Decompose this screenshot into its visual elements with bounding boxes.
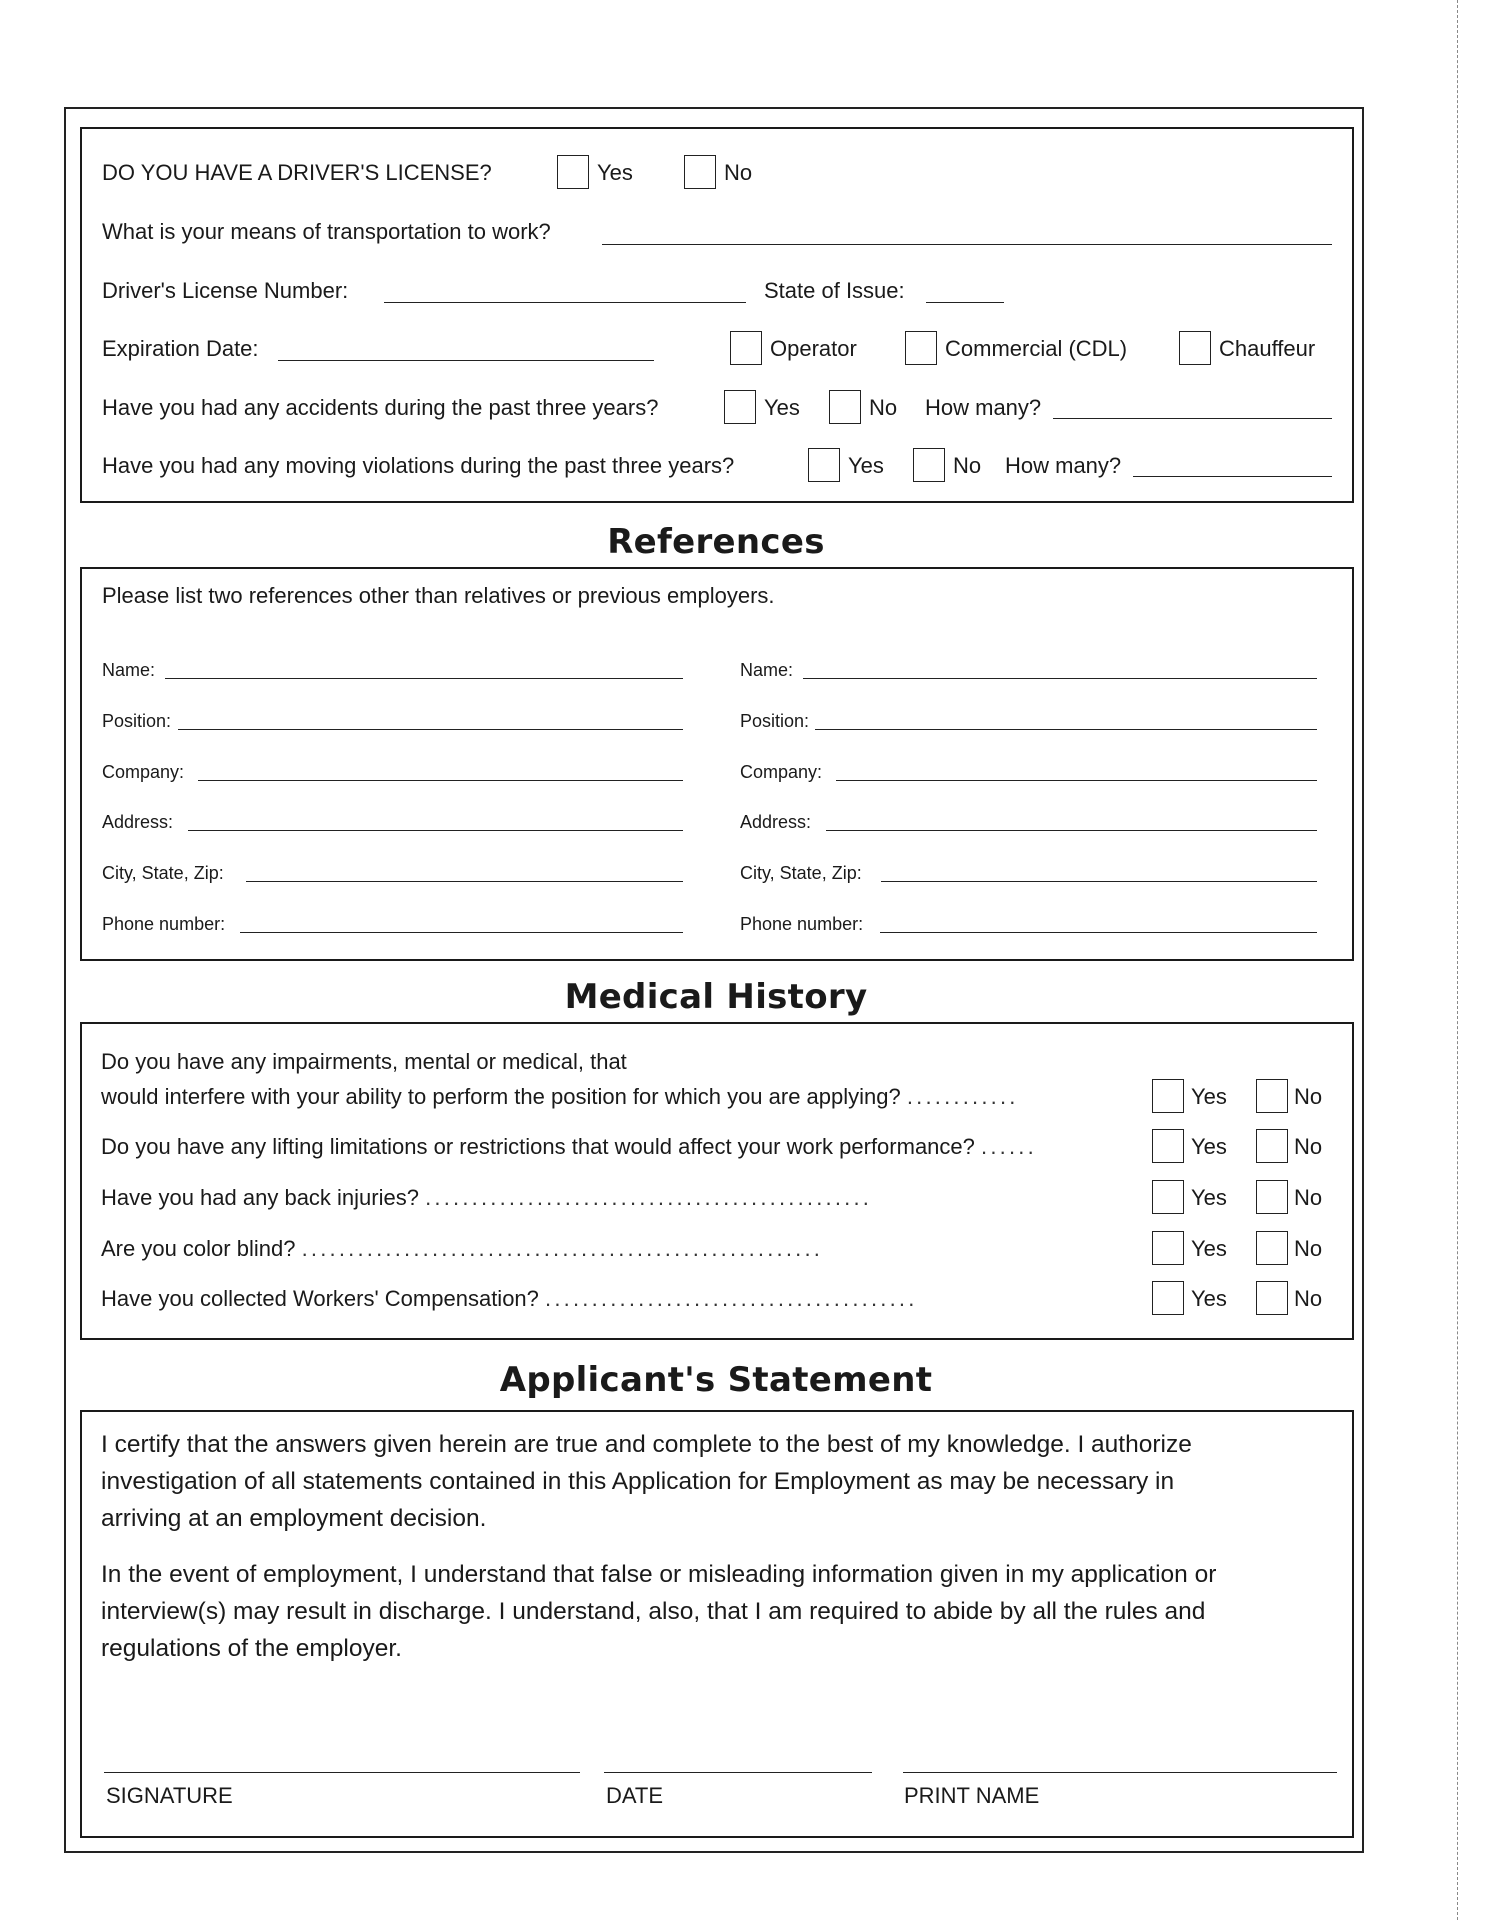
transportation-field[interactable]: [602, 244, 1332, 245]
accidents-how-many-field[interactable]: [1053, 418, 1332, 419]
medical-question-4-text: Are you color blind?: [101, 1236, 296, 1261]
accidents-no-label: No: [869, 395, 898, 420]
license-type-commercial-label: Commercial (CDL): [945, 336, 1128, 361]
reference-2-name-field[interactable]: [803, 678, 1317, 679]
reference-1-address-field[interactable]: [188, 830, 683, 831]
reference-2-position-label: Position:: [740, 711, 810, 731]
statement-p1-line-2: investigation of all statements contained in this Application for Employment as may be necessary in: [101, 1468, 1175, 1495]
accidents-no-checkbox[interactable]: [829, 390, 861, 424]
print-name-field[interactable]: [903, 1772, 1337, 1773]
applicant-statement-heading: Applicant's Statement: [499, 1360, 933, 1400]
medical-question-5-yes-checkbox[interactable]: [1152, 1281, 1184, 1315]
license-type-commercial-checkbox[interactable]: [905, 331, 937, 365]
medical-question-4-no-label: No: [1294, 1236, 1323, 1261]
reference-1-name-field[interactable]: [165, 678, 683, 679]
violations-no-checkbox[interactable]: [913, 448, 945, 482]
license-type-operator-label: Operator: [770, 336, 857, 361]
medical-question-5-no-checkbox[interactable]: [1256, 1281, 1288, 1315]
reference-2-address-field[interactable]: [826, 830, 1317, 831]
license-type-chauffeur-checkbox[interactable]: [1179, 331, 1211, 365]
license-type-operator-checkbox[interactable]: [730, 331, 762, 365]
medical-question-3-no-label: No: [1294, 1185, 1323, 1210]
statement-p2-line-1: In the event of employment, I understand that false or misleading information given in my application or: [101, 1561, 1217, 1588]
statement-p2-line-3: regulations of the employer.: [101, 1635, 402, 1662]
reference-1-address-label: Address:: [102, 812, 174, 832]
transportation-label: What is your means of transportation to work?: [102, 219, 551, 244]
medical-question-4-yes-label: Yes: [1191, 1236, 1227, 1261]
medical-question-1-yes-label: Yes: [1191, 1084, 1227, 1109]
accidents-question: Have you had any accidents during the past three years?: [102, 395, 659, 420]
medical-question-5: [101, 1286, 918, 1312]
leader-dots: ........................................................: [301, 1236, 824, 1261]
reference-1-company-field[interactable]: [198, 780, 683, 781]
reference-1-name-label: Name:: [102, 660, 156, 680]
state-of-issue-label: State of Issue:: [764, 278, 905, 303]
license-number-label: Driver's License Number:: [102, 278, 349, 303]
medical-question-1-text: would interfere with your ability to perform the position for which you are applying?: [101, 1084, 901, 1109]
signature-label: SIGNATURE: [106, 1783, 233, 1808]
medical-question-2-yes-label: Yes: [1191, 1134, 1227, 1159]
leader-dots: ............: [906, 1084, 1019, 1109]
violations-no-label: No: [953, 453, 982, 478]
statement-p1-line-1: I certify that the answers given herein are true and complete to the best of my knowledge. I authorize: [101, 1431, 1192, 1458]
has-license-question: DO YOU HAVE A DRIVER'S LICENSE?: [102, 160, 492, 185]
violations-how-many-field[interactable]: [1133, 476, 1332, 477]
medical-question-3-yes-label: Yes: [1191, 1185, 1227, 1210]
reference-1-position-label: Position:: [102, 711, 172, 731]
expiration-date-field[interactable]: [278, 360, 654, 361]
violations-yes-checkbox[interactable]: [808, 448, 840, 482]
medical-question-3-yes-checkbox[interactable]: [1152, 1180, 1184, 1214]
medical-question-1-line-1: Do you have any impairments, mental or medical, that: [101, 1049, 627, 1074]
medical-question-1-no-label: No: [1294, 1084, 1323, 1109]
medical-history-heading: Medical History: [564, 977, 868, 1017]
date-field[interactable]: [604, 1772, 872, 1773]
violations-how-many-label: How many?: [1005, 453, 1122, 478]
reference-1-company-label: Company:: [102, 762, 185, 782]
reference-2-company-field[interactable]: [836, 780, 1317, 781]
reference-2-address-label: Address:: [740, 812, 812, 832]
violations-yes-label: Yes: [848, 453, 884, 478]
violations-question: Have you had any moving violations during the past three years?: [102, 453, 735, 478]
scan-edge-line: [1457, 0, 1458, 1920]
medical-question-2-yes-checkbox[interactable]: [1152, 1129, 1184, 1163]
medical-question-5-text: Have you collected Workers' Compensation?: [101, 1286, 539, 1311]
references-instructions: Please list two references other than relatives or previous employers.: [102, 583, 775, 608]
statement-p2-line-2: interview(s) may result in discharge. I understand, also, that I am required to abide by all the rules and: [101, 1598, 1206, 1625]
reference-2-company-label: Company:: [740, 762, 823, 782]
expiration-date-label: Expiration Date:: [102, 336, 259, 361]
medical-question-3-no-checkbox[interactable]: [1256, 1180, 1288, 1214]
accidents-yes-label: Yes: [764, 395, 800, 420]
has-license-yes-checkbox[interactable]: [557, 155, 589, 189]
medical-question-4: [101, 1236, 823, 1262]
medical-question-4-yes-checkbox[interactable]: [1152, 1231, 1184, 1265]
medical-question-1: [101, 1084, 1019, 1110]
statement-paragraph-2: [101, 1556, 1216, 1667]
reference-2-city-state-zip-field[interactable]: [881, 881, 1317, 882]
has-license-no-label: No: [724, 160, 753, 185]
leader-dots: ........................................: [545, 1286, 918, 1311]
has-license-no-checkbox[interactable]: [684, 155, 716, 189]
reference-1-city-state-zip-field[interactable]: [246, 881, 683, 882]
has-license-yes-label: Yes: [597, 160, 633, 185]
medical-question-2-no-label: No: [1294, 1134, 1323, 1159]
reference-2-position-field[interactable]: [815, 729, 1317, 730]
leader-dots: ................................................: [425, 1185, 873, 1210]
reference-1-position-field[interactable]: [178, 729, 683, 730]
print-name-label: PRINT NAME: [904, 1783, 1040, 1808]
medical-question-2-text: Do you have any lifting limitations or restrictions that would affect your work performance?: [101, 1134, 975, 1159]
reference-1-city-state-zip-label: City, State, Zip:: [102, 863, 224, 883]
statement-p1-line-3: arriving at an employment decision.: [101, 1505, 487, 1532]
medical-question-3-text: Have you had any back injuries?: [101, 1185, 419, 1210]
medical-question-3: [101, 1185, 872, 1211]
leader-dots: ......: [981, 1134, 1037, 1159]
signature-field[interactable]: [104, 1772, 580, 1773]
license-type-chauffeur-label: Chauffeur: [1219, 336, 1316, 361]
references-section: [80, 567, 1354, 961]
medical-question-4-no-checkbox[interactable]: [1256, 1231, 1288, 1265]
medical-question-2: [101, 1134, 1037, 1160]
reference-2-city-state-zip-label: City, State, Zip:: [740, 863, 862, 883]
reference-2-phone-number-label: Phone number:: [740, 914, 864, 934]
reference-1-phone-number-label: Phone number:: [102, 914, 226, 934]
medical-question-1-yes-checkbox[interactable]: [1152, 1079, 1184, 1113]
date-label: DATE: [606, 1783, 664, 1808]
medical-question-5-no-label: No: [1294, 1286, 1323, 1311]
references-heading: References: [607, 522, 825, 562]
medical-question-2-no-checkbox[interactable]: [1256, 1129, 1288, 1163]
reference-1-phone-number-field[interactable]: [240, 932, 683, 933]
license-number-field[interactable]: [384, 302, 746, 303]
medical-question-1-no-checkbox[interactable]: [1256, 1079, 1288, 1113]
state-of-issue-field[interactable]: [926, 302, 1004, 303]
reference-2-phone-number-field[interactable]: [880, 932, 1317, 933]
statement-paragraph-1: [101, 1426, 1192, 1537]
reference-2-name-label: Name:: [740, 660, 794, 680]
accidents-how-many-label: How many?: [925, 395, 1042, 420]
accidents-yes-checkbox[interactable]: [724, 390, 756, 424]
medical-question-5-yes-label: Yes: [1191, 1286, 1227, 1311]
